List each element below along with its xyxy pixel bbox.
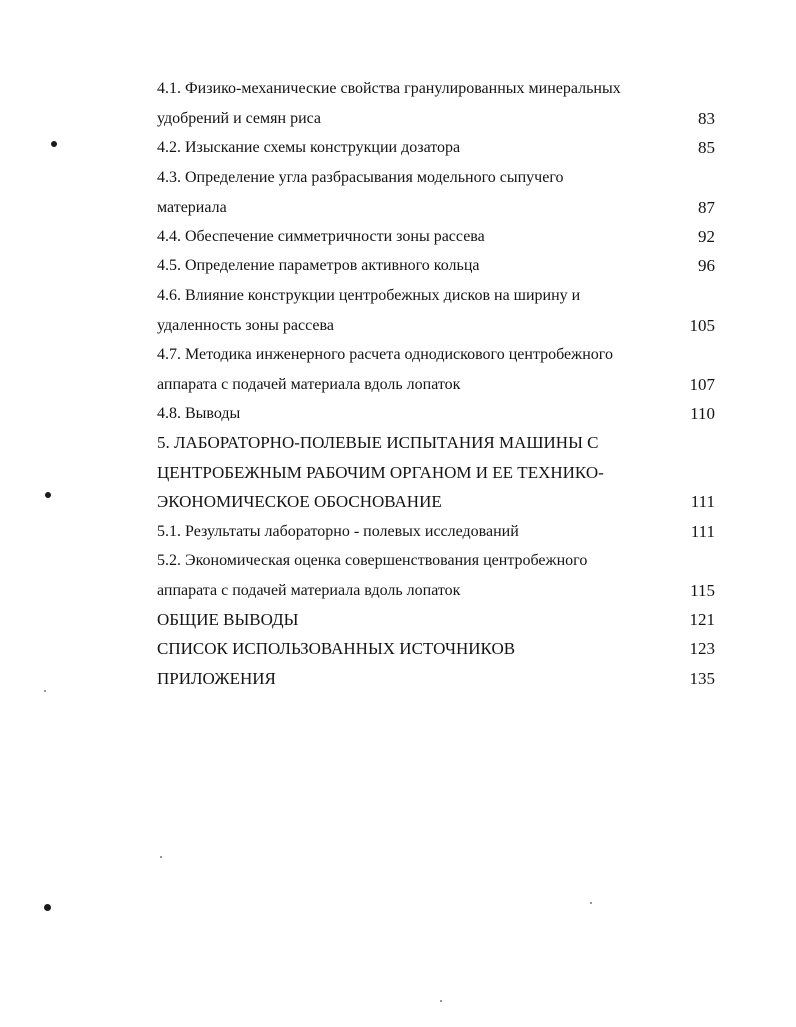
toc-entry-text: материала xyxy=(157,198,227,216)
binding-hole-mark xyxy=(44,904,51,911)
toc-entry-text: ПРИЛОЖЕНИЯ xyxy=(157,669,276,688)
toc-page-number: 83 xyxy=(698,108,715,128)
binding-hole-mark xyxy=(51,141,57,147)
toc-entry-text: удаленность зоны рассева xyxy=(157,316,334,334)
scan-speck xyxy=(590,902,592,904)
toc-page-number: 111 xyxy=(690,522,715,541)
toc-page-number: 110 xyxy=(690,404,715,423)
toc-entry-text: 4.3. Определение угла разбрасывания модельного сыпучего xyxy=(157,169,564,186)
toc-page-number: 87 xyxy=(698,197,715,217)
toc-entry-text: 5.2. Экономическая оценка совершенствования центробежного xyxy=(157,552,588,569)
toc-entry-text: 4.7. Методика инженерного расчета однодискового центробежного xyxy=(157,346,613,363)
toc-entry-text: ОБЩИЕ ВЫВОДЫ xyxy=(157,610,299,629)
toc-page-number: 111 xyxy=(690,492,715,511)
scan-speck xyxy=(440,1000,442,1002)
toc-entry-text: 5.1. Результаты лабораторно - полевых исследований xyxy=(157,523,519,540)
binding-hole-mark xyxy=(45,492,51,498)
toc-page-number: 135 xyxy=(689,669,715,688)
scan-speck xyxy=(160,856,162,858)
toc-entry-text: аппарата с подачей материала вдоль лопаток xyxy=(157,581,461,599)
toc-page-number: 123 xyxy=(689,639,715,658)
scan-speck xyxy=(44,690,46,692)
toc-entry-text: 5. ЛАБОРАТОРНО-ПОЛЕВЫЕ ИСПЫТАНИЯ МАШИНЫ С xyxy=(157,433,599,452)
toc-page-number: 115 xyxy=(690,580,715,600)
toc-entry-text: 4.8. Выводы xyxy=(157,405,241,422)
toc-entry-text: 4.6. Влияние конструкции центробежных дисков на ширину и xyxy=(157,287,581,304)
toc-page-number: 96 xyxy=(698,256,715,275)
toc-entry-text: ЦЕНТРОБЕЖНЫМ РАБОЧИМ ОРГАНОМ И ЕЕ ТЕХНИКО- xyxy=(157,462,604,482)
toc-page-number: 85 xyxy=(698,138,715,157)
toc-entry-text: 4.1. Физико-механические свойства гранулированных минеральных xyxy=(157,80,621,97)
toc-entry-text: СПИСОК ИСПОЛЬЗОВАННЫХ ИСТОЧНИКОВ xyxy=(157,639,516,658)
toc-entry-text: удобрений и семян риса xyxy=(157,109,322,127)
toc-page-number: 121 xyxy=(689,610,715,629)
toc-entry-text: аппарата с подачей материала вдоль лопаток xyxy=(157,375,461,393)
toc-entry-text: 4.4. Обеспечение симметричности зоны рассева xyxy=(157,228,485,245)
toc-page-number: 107 xyxy=(689,374,715,394)
toc-page-number: 105 xyxy=(689,315,715,335)
toc-entry-text: 4.5. Определение параметров активного кольца xyxy=(157,257,480,274)
toc-page-number: 92 xyxy=(698,227,715,246)
toc-entry-text: ЭКОНОМИЧЕСКОЕ ОБОСНОВАНИЕ xyxy=(157,492,442,511)
toc-entry-text: 4.2. Изыскание схемы конструкции дозатора xyxy=(157,139,461,156)
